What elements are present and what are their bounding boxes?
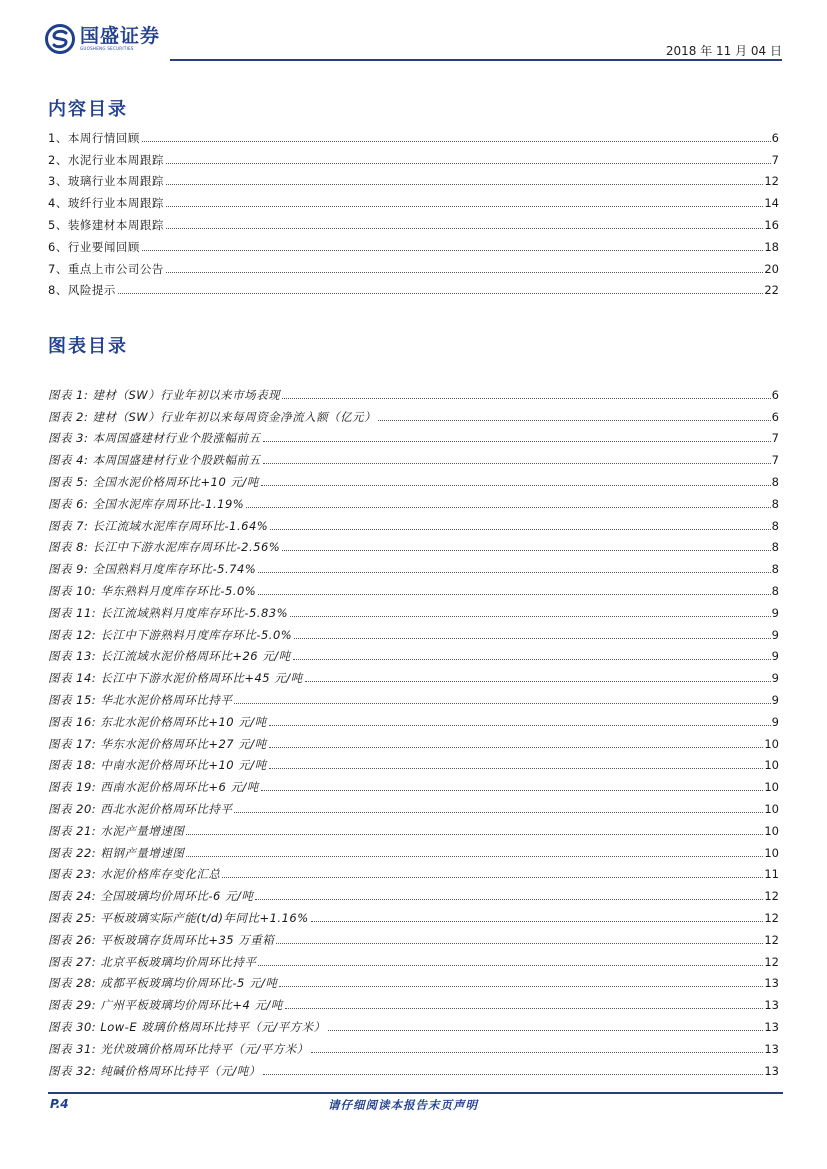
page-number: P.4: [50, 1097, 69, 1111]
dot-leader: [311, 921, 764, 922]
figure-entry-page: 8: [771, 562, 779, 577]
figure-entry[interactable]: [48, 969, 779, 991]
dot-leader: [118, 293, 764, 294]
contents-entry-label: 2、水泥行业本周跟踪: [48, 152, 164, 167]
figure-entry-label: 图表 5: 全国水泥价格周环比+10 元/吨: [48, 474, 259, 489]
figure-entry[interactable]: [48, 838, 779, 860]
dot-leader: [269, 725, 771, 726]
dot-leader: [263, 1074, 764, 1075]
figure-entry[interactable]: [48, 685, 779, 707]
figure-entry[interactable]: [48, 402, 779, 424]
figure-entry-page: 8: [771, 474, 779, 489]
dot-leader: [166, 184, 764, 185]
dot-leader: [166, 228, 764, 229]
contents-entry-page: 6: [771, 130, 779, 145]
contents-entry-label: 5、装修建材本周跟踪: [48, 217, 164, 232]
figure-entry-label: 图表 19: 西南水泥价格周环比+6 元/吨: [48, 780, 259, 795]
figure-entry-page: 12: [764, 954, 779, 969]
contents-entry-page: 22: [764, 283, 779, 298]
figure-entry-label: 图表 2: 建材（SW）行业年初以来每周资金净流入额（亿元）: [48, 409, 377, 424]
contents-entry[interactable]: [48, 123, 779, 145]
figure-entry-label: 图表 14: 长江中下游水泥价格周环比+45 元/吨: [48, 671, 303, 686]
figure-entry-label: 图表 23: 水泥价格库存变化汇总: [48, 867, 221, 882]
logo-english-name: GUOSHENG SECURITIES: [80, 46, 134, 51]
figure-entry[interactable]: [48, 751, 779, 773]
figure-entry-label: 图表 31: 光伏玻璃价格周环比持平（元/平方米）: [48, 1041, 309, 1056]
figure-entry[interactable]: [48, 1012, 779, 1034]
dot-leader: [311, 1052, 764, 1053]
contents-entry[interactable]: [48, 145, 779, 167]
dot-leader: [269, 768, 764, 769]
contents-list: [48, 123, 779, 297]
dot-leader: [276, 943, 763, 944]
figure-entry[interactable]: [48, 925, 779, 947]
figure-entry-page: 8: [771, 496, 779, 511]
figure-entry-page: 13: [764, 1019, 779, 1034]
figure-entry[interactable]: [48, 445, 779, 467]
figure-entry-label: 图表 21: 水泥产量增速图: [48, 823, 185, 838]
dot-leader: [270, 529, 770, 530]
figure-entry[interactable]: [48, 881, 779, 903]
logo-chinese-name: 国盛证券: [80, 25, 161, 47]
contents-entry-page: 18: [764, 239, 779, 254]
dot-leader: [258, 594, 770, 595]
dot-leader: [261, 485, 771, 486]
dot-leader: [293, 659, 771, 660]
header-divider: [170, 59, 782, 61]
contents-entry[interactable]: [48, 254, 779, 276]
figure-entry-label: 图表 13: 长江流域水泥价格周环比+26 元/吨: [48, 649, 291, 664]
dot-leader: [305, 681, 771, 682]
dot-leader: [166, 163, 771, 164]
figures-title: 图表目录: [48, 336, 128, 357]
figures-list: [48, 380, 779, 1078]
dot-leader: [279, 986, 763, 987]
figure-entry-label: 图表 16: 东北水泥价格周环比+10 元/吨: [48, 714, 267, 729]
figure-entry-page: 12: [764, 889, 779, 904]
figure-entry-label: 图表 3: 本周国盛建材行业个股涨幅前五: [48, 431, 261, 446]
figure-entry-page: 10: [764, 823, 779, 838]
contents-entry[interactable]: [48, 232, 779, 254]
figure-entry[interactable]: [48, 1056, 779, 1078]
dot-leader: [166, 272, 764, 273]
figure-entry-label: 图表 32: 纯碱价格周环比持平（元/吨）: [48, 1063, 261, 1078]
figure-entry[interactable]: [48, 642, 779, 664]
dot-leader: [285, 1008, 764, 1009]
footer-divider: [48, 1092, 783, 1094]
figure-entry-label: 图表 7: 长江流域水泥库存周环比-1.64%: [48, 518, 269, 533]
contents-entry[interactable]: [48, 167, 779, 189]
figure-entry-label: 图表 6: 全国水泥库存周环比-1.19%: [48, 496, 245, 511]
figure-entry-page: 10: [764, 780, 779, 795]
figure-entry-label: 图表 29: 广州平板玻璃均价周环比+4 元/吨: [48, 998, 283, 1013]
contents-entry[interactable]: [48, 210, 779, 232]
figure-entry-page: 10: [764, 758, 779, 773]
figure-entry-label: 图表 9: 全国熟料月度库存环比-5.74%: [48, 562, 257, 577]
contents-entry-label: 6、行业要闻回顾: [48, 239, 140, 254]
figure-entry-page: 8: [771, 583, 779, 598]
contents-entry-page: 12: [764, 174, 779, 189]
figure-entry-label: 图表 15: 华北水泥价格周环比持平: [48, 692, 233, 707]
figure-entry-label: 图表 12: 长江中下游熟料月度库存环比-5.0%: [48, 627, 293, 642]
figure-entry-page: 10: [764, 801, 779, 816]
figure-entry-page: 13: [764, 1063, 779, 1078]
figure-entry-label: 图表 27: 北京平板玻璃均价周环比持平: [48, 954, 257, 969]
contents-entry-label: 1、本周行情回顾: [48, 130, 140, 145]
dot-leader: [282, 550, 770, 551]
figure-entry-label: 图表 22: 粗钢产量增速图: [48, 845, 185, 860]
figure-entry[interactable]: [48, 794, 779, 816]
figure-entry-page: 6: [771, 409, 779, 424]
contents-entry-label: 7、重点上市公司公告: [48, 261, 164, 276]
contents-entry-page: 16: [764, 217, 779, 232]
contents-entry-page: 20: [764, 261, 779, 276]
figure-entry-page: 9: [771, 605, 779, 620]
dot-leader: [186, 834, 763, 835]
figure-entry[interactable]: [48, 1034, 779, 1056]
logo-mark-icon: [45, 24, 75, 54]
figure-entry-page: 13: [764, 998, 779, 1013]
figure-entry[interactable]: [48, 772, 779, 794]
dot-leader: [294, 638, 770, 639]
figure-entry-page: 9: [771, 649, 779, 664]
contents-entry-page: 14: [764, 196, 779, 211]
figure-entry-page: 6: [771, 387, 779, 402]
figure-entry-page: 12: [764, 932, 779, 947]
figure-entry[interactable]: [48, 489, 779, 511]
contents-entry-label: 4、玻纤行业本周跟踪: [48, 196, 164, 211]
figure-entry-label: 图表 4: 本周国盛建材行业个股跌幅前五: [48, 453, 261, 468]
figure-entry-label: 图表 25: 平板玻璃实际产能(t/d)年同比+1.16%: [48, 910, 309, 925]
dot-leader: [166, 206, 764, 207]
figure-entry-page: 11: [764, 867, 779, 882]
figure-entry[interactable]: [48, 576, 779, 598]
disclaimer-note: 请仔细阅读本报告末页声明: [328, 1098, 478, 1112]
dot-leader: [328, 1030, 764, 1031]
dot-leader: [263, 441, 771, 442]
figure-entry-label: 图表 18: 中南水泥价格周环比+10 元/吨: [48, 758, 267, 773]
figure-entry-label: 图表 24: 全国玻璃均价周环比-6 元/吨: [48, 889, 254, 904]
page-header: [45, 22, 782, 62]
figure-entry[interactable]: [48, 554, 779, 576]
figure-entry[interactable]: [48, 947, 779, 969]
figure-entry-label: 图表 10: 华东熟料月度库存环比-5.0%: [48, 583, 257, 598]
figure-entry[interactable]: [48, 707, 779, 729]
figure-entry-label: 图表 17: 华东水泥价格周环比+27 元/吨: [48, 736, 267, 751]
dot-leader: [258, 965, 763, 966]
dot-leader: [378, 420, 771, 421]
figure-entry-page: 12: [764, 910, 779, 925]
company-logo: [45, 24, 160, 54]
figure-entry-page: 9: [771, 627, 779, 642]
figure-entry-label: 图表 30: Low-E 玻璃价格周环比持平（元/平方米）: [48, 1019, 326, 1034]
dot-leader: [263, 463, 771, 464]
figure-entry-page: 9: [771, 671, 779, 686]
figure-entry-label: 图表 26: 平板玻璃存货周环比+35 万重箱: [48, 932, 275, 947]
contents-entry[interactable]: [48, 188, 779, 210]
figure-entry[interactable]: [48, 620, 779, 642]
dot-leader: [246, 507, 770, 508]
figure-entry-page: 10: [764, 736, 779, 751]
dot-leader: [234, 703, 770, 704]
contents-entry[interactable]: [48, 276, 779, 298]
figure-entry[interactable]: [48, 511, 779, 533]
dot-leader: [290, 616, 771, 617]
contents-title: 内容目录: [48, 99, 128, 120]
figure-entry-page: 13: [764, 976, 779, 991]
figure-entry[interactable]: [48, 598, 779, 620]
figure-entry-label: 图表 20: 西北水泥价格周环比持平: [48, 801, 233, 816]
dot-leader: [258, 572, 770, 573]
figure-entry-page: 9: [771, 692, 779, 707]
report-date: 2018 年 11 月 04 日: [665, 44, 782, 58]
figure-entry-page: 8: [771, 518, 779, 533]
figure-entry-page: 7: [771, 431, 779, 446]
figure-entry-page: 8: [771, 540, 779, 555]
figure-entry-page: 9: [771, 714, 779, 729]
figure-entry[interactable]: [48, 860, 779, 882]
contents-entry-label: 8、风险提示: [48, 283, 116, 298]
dot-leader: [261, 790, 764, 791]
figure-entry[interactable]: [48, 729, 779, 751]
dot-leader: [186, 856, 763, 857]
dot-leader: [142, 141, 771, 142]
figure-entry-label: 图表 8: 长江中下游水泥库存周环比-2.56%: [48, 540, 281, 555]
figure-entry-label: 图表 28: 成都平板玻璃均价周环比-5 元/吨: [48, 976, 278, 991]
dot-leader: [142, 250, 764, 251]
dot-leader: [255, 899, 763, 900]
contents-entry-label: 3、玻璃行业本周跟踪: [48, 174, 164, 189]
dot-leader: [234, 812, 763, 813]
figure-entry[interactable]: [48, 533, 779, 555]
figure-entry-label: 图表 11: 长江流域熟料月度库存环比-5.83%: [48, 605, 288, 620]
figure-entry[interactable]: [48, 903, 779, 925]
dot-leader: [282, 398, 771, 399]
figure-entry-page: 7: [771, 453, 779, 468]
figure-entry[interactable]: [48, 380, 779, 402]
figure-entry-page: 10: [764, 845, 779, 860]
contents-entry-page: 7: [771, 152, 779, 167]
figure-entry[interactable]: [48, 990, 779, 1012]
figure-entry[interactable]: [48, 424, 779, 446]
figure-entry-label: 图表 1: 建材（SW）行业年初以来市场表现: [48, 387, 281, 402]
dot-leader: [222, 877, 763, 878]
figure-entry[interactable]: [48, 816, 779, 838]
figure-entry[interactable]: [48, 663, 779, 685]
figure-entry[interactable]: [48, 467, 779, 489]
figure-entry-page: 13: [764, 1041, 779, 1056]
dot-leader: [269, 747, 764, 748]
